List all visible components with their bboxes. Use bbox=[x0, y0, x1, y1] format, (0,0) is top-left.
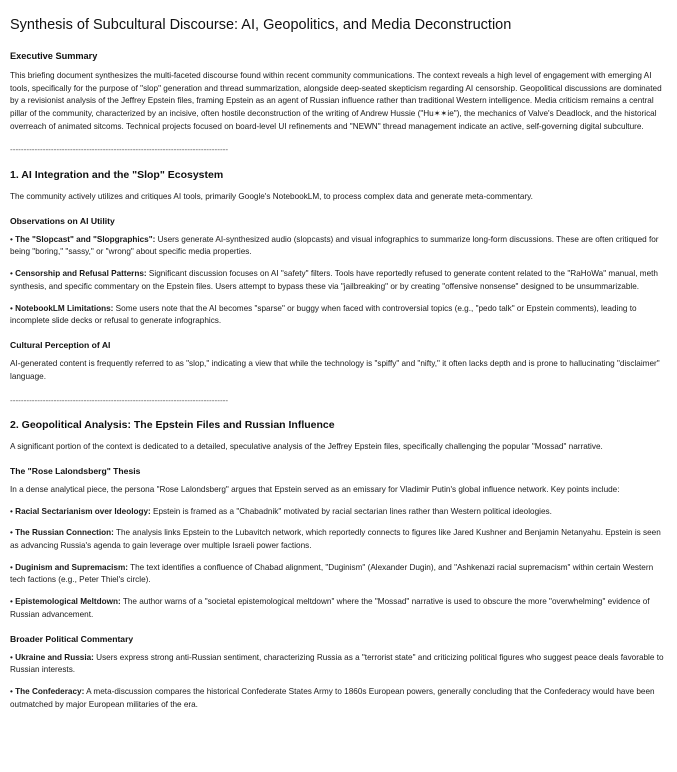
section-2-thesis-intro: In a dense analytical piece, the persona "Rose Lalondsberg" argues that Epstein served as an emissary for Vladimir Putin's global influence network. Key points include: bbox=[10, 484, 620, 494]
list-item-text: Epstein is framed as a "Chabadnik" motivated by racial sectarian lines rather than Western political ideologies. bbox=[150, 506, 552, 516]
page-title: Synthesis of Subcultural Discourse: AI, Geopolitics, and Media Deconstruction bbox=[10, 17, 512, 33]
executive-summary-heading: Executive Summary bbox=[10, 50, 98, 61]
list-item-lead: Duginism and Supremacism: bbox=[15, 562, 128, 572]
list-item: • Ukraine and Russia: Users express strong anti-Russian sentiment, characterizing Russia as a "terrorist state" and criticizing political figures who suggest peace deals favorable to Russian interests. bbox=[10, 652, 664, 675]
section-1-intro: The community actively utilizes and critiques AI tools, primarily Google's NotebookLM, to process complex data and generate meta-commentary. bbox=[10, 191, 533, 201]
list-item-text: Users express strong anti-Russian sentiment, characterizing Russia as a "terrorist state" and criticizing political figures who suggest peace deals favorable to Russian interests. bbox=[10, 652, 664, 675]
list-item-lead: Ukraine and Russia: bbox=[15, 652, 94, 662]
list-item-lead: Epistemological Meltdown: bbox=[15, 597, 121, 607]
list-item-lead: NotebookLM Limitations: bbox=[15, 303, 114, 313]
list-item: • Racial Sectarianism over Ideology: Epstein is framed as a "Chabadnik" motivated by racial sectarian lines rather than Western political ideologies. bbox=[10, 506, 552, 516]
list-item: • Censorship and Refusal Patterns: Significant discussion focuses on AI "safety" filters. Tools have reportedly refused to generate content related to the "RaHoWa" manual, meth synthesis, and specific commentary on the Epstein files. Users attempt to bypass these via "jailbreaking" or by creating "offensive nonsense" designed to be unsummarizable. bbox=[10, 269, 658, 291]
section-divider: -------------------------------------------------------------------------------- bbox=[10, 395, 229, 405]
list-item-text: Some users note that the AI becomes "sparse" or buggy when faced with controversial topics (e.g., "pedo talk" or Epstein comments), leading to incomplete slide decks or refusal to generate infographics. bbox=[10, 303, 637, 326]
section-2-intro: A significant portion of the context is dedicated to a detailed, speculative analysis of the Jeffrey Epstein files, specifically challenging the popular "Mossad" narrative. bbox=[10, 442, 603, 451]
section-1-heading: 1. AI Integration and the "Slop" Ecosystem bbox=[10, 169, 224, 182]
section-2-heading: 2. Geopolitical Analysis: The Epstein Files and Russian Influence bbox=[10, 419, 335, 432]
list-item-text: A meta-discussion compares the historical Confederate States Army to 1860s European powers, generally concluding that the Confederacy would have been outmatched by major European militaries of the era. bbox=[10, 687, 655, 709]
list-item-lead: The "Slopcast" and "Slopgraphics": bbox=[15, 234, 156, 244]
list-item-lead: Censorship and Refusal Patterns: bbox=[15, 269, 147, 279]
list-item: • NotebookLM Limitations: Some users note that the AI becomes "sparse" or buggy when faced with controversial topics (e.g., "pedo talk" or Epstein comments), leading to incomplete slide decks or refusal to generate infographics. bbox=[10, 303, 637, 326]
list-item-text: The text identifies a confluence of Chabad alignment, "Duginism" (Alexander Dugin), and "Ashkenazi racial supremacism" within certain Western tech factions (e.g., Peter Thiel's circle). bbox=[10, 562, 654, 585]
list-item-text: Users generate AI-synthesized audio (slopcasts) and visual infographics to summarize long-form discussions. These are often critiqued for being "boring," "sassy," or "wrong" about specific media properties. bbox=[10, 234, 659, 257]
list-item: • Duginism and Supremacism: The text identifies a confluence of Chabad alignment, "Duginism" (Alexander Dugin), and "Ashkenazi racial supremacism" within certain Western tech factions (e.g., Peter Thiel's circle). bbox=[10, 562, 654, 585]
list-item: • The Russian Connection: The analysis links Epstein to the Lubavitch network, which reportedly connects to figures like Jared Kushner and Benjamin Netanyahu. Epstein is seen as advancing Russia's agenda to gain leverage over multiple Israeli power factions. bbox=[10, 528, 661, 550]
list-item-lead: The Russian Connection: bbox=[15, 528, 114, 538]
list-item-text: Significant discussion focuses on AI "safety" filters. Tools have reportedly refused to generate content related to the "RaHoWa" manual, meth synthesis, and specific commentary on the Epstein files. Users attempt to bypass these via "jailbreaking" or by creating "offensive nonsense" designed to be unsummarizable. bbox=[10, 269, 658, 291]
section-1-subheading-observations: Observations on AI Utility bbox=[10, 215, 115, 226]
section-2-subheading-broader: Broader Political Commentary bbox=[10, 633, 134, 644]
section-divider: -------------------------------------------------------------------------------- bbox=[10, 145, 229, 155]
section-1-subheading-cultural: Cultural Perception of AI bbox=[10, 339, 111, 350]
list-item-text: The analysis links Epstein to the Lubavitch network, which reportedly connects to figures like Jared Kushner and Benjamin Netanyahu. Epstein is seen as advancing Russia's agenda to gain leverage over multiple Israeli power factions. bbox=[10, 528, 661, 550]
list-item-lead: Racial Sectarianism over Ideology: bbox=[15, 506, 151, 516]
list-item: • The Confederacy: A meta-discussion compares the historical Confederate States Army to 1860s European powers, generally concluding that the Confederacy would have been outmatched by major European militaries of the era. bbox=[10, 687, 655, 709]
section-1-closing: AI-generated content is frequently referred to as "slop," indicating a view that while the technology is "spiffy" and "nifty," it often lacks depth and is prone to hallucinating "disclaimer" language. bbox=[10, 359, 660, 381]
list-item-text: The author warns of a "societal epistemological meltdown" where the "Mossad" narrative is used to obscure the more "overwhelming" evidence of Russian advancement. bbox=[10, 597, 650, 619]
list-item-lead: The Confederacy: bbox=[15, 687, 85, 697]
list-item: • Epistemological Meltdown: The author warns of a "societal epistemological meltdown" where the "Mossad" narrative is used to obscure the more "overwhelming" evidence of Russian advancement. bbox=[10, 597, 650, 619]
section-2-subheading-thesis: The "Rose Lalondsberg" Thesis bbox=[10, 465, 141, 476]
list-item: • The "Slopcast" and "Slopgraphics": Users generate AI-synthesized audio (slopcasts) and visual infographics to summarize long-form discussions. These are often critiqued for being "boring," "sassy," or "wrong" about specific media properties. bbox=[10, 234, 659, 257]
executive-summary-text: This briefing document synthesizes the multi-faceted discourse found within recent community communications. The context reveals a high level of engagement with emerging AI tools, specifically for the purpose of "slop" generation and thread summarization, alongside deep-seated skepticism regarding AI censorship. Geopolitical discussions are dominated by a revisionist analysis of the Jeffrey Epstein files, framing Epstein as an agent of Russian influence rather than traditional Western intelligence. Media criticism remains a central pillar of the community, characterized by an incisive, often hostile deconstruction of the writing of Andrew Hussie ("Hu✶✶ie"), the mechanics of Valve's Deadlock, and the historical overreach of animated sitcoms. Technical projects focused on board-level UI refinements and "NEWN" thread management indicate an active, self-governing digital subculture. bbox=[10, 70, 662, 131]
